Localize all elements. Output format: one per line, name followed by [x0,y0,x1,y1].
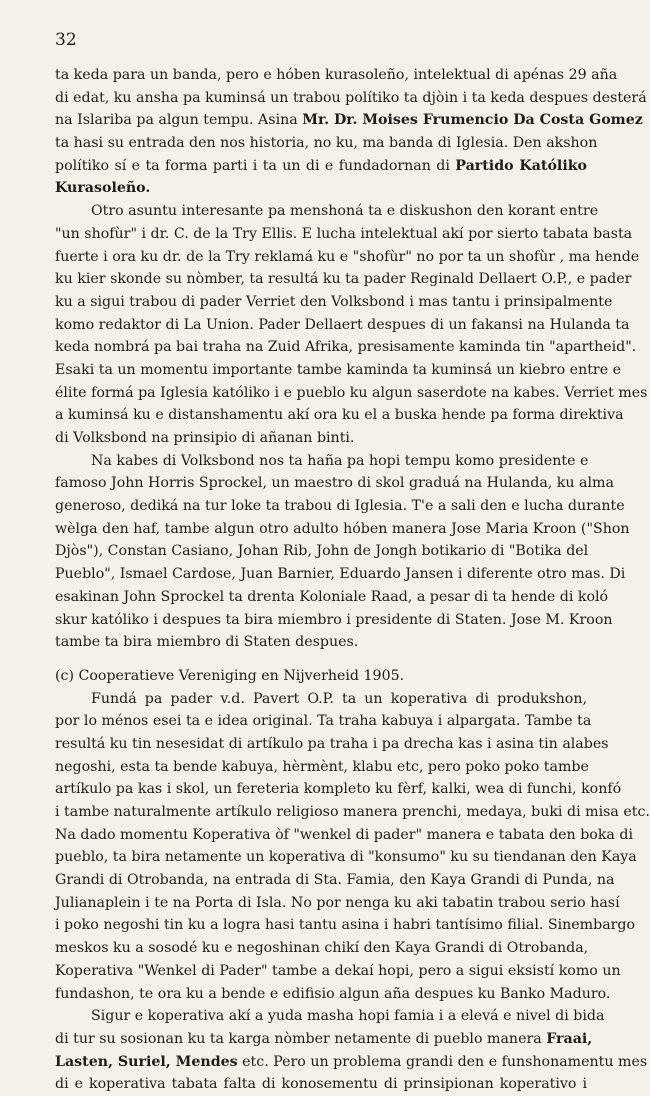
text-line: Grandi di Otrobanda, na entrada di Sta. Famia, den Kaya Grandi di Punda, na [55,872,615,889]
text-line [55,109,643,132]
text-line: i poko negoshi tin ku a logra hasi tantu asina i habri tantísimo filial. Sinembargo [55,917,636,934]
text-line: Koperativa "Wenkel di Pader" tambe a dekaí hopi, pero a sigui eksistí komo un [55,962,621,979]
text-segment: na Islariba pa algun tempu. Asina [55,112,303,129]
body-text [55,64,650,1096]
paragraph-p5 [55,1005,648,1096]
text-line: di Volksbond na prinsipio di añanan binti. [55,430,355,446]
text-line: esakinan John Sprockel ta drenta Koloniale Raad, a pesar di ta hende di koló [55,588,609,605]
text-line: Djòs"), Constan Casiano, Johan Rib, John de Jongh botikario di "Botika del [55,543,589,560]
paragraph-p4 [55,665,650,1005]
text-line: keda nombrá pa bai traha na Zuid Afrika, presisamente kaminda tin "apartheid". [55,339,637,356]
text-line: ta keda para un banda, pero e hóben kurasoleño, intelektual di apénas 29 aña [55,67,618,83]
text-line: komo redaktor di La Union. Pader Dellaert despues di un fakansi na Hulanda ta [55,316,630,333]
paragraph-p1 [55,64,647,200]
text-line: élite formá pa Iglesia katóliko i e pueblo ku algun saserdote na kabes. Verriet mes [55,384,648,401]
text-line [55,155,587,178]
text-line: di e koperativa tabata falta di konosementu di prinsipionan koperativo i [55,1076,587,1093]
text-line: famoso John Horris Sprockel, un maestro di skol graduá na Hulanda, ku alma [55,475,614,492]
text-line: por lo ménos esei ta e idea original. Ta traha kabuya i alpargata. Tambe ta [55,713,592,730]
bold-name: Kurasoleño. [55,180,151,197]
text-line: ta hasi su entrada den nos historia, no ku, ma banda di Iglesia. Den akshon [55,135,598,152]
text-line: di edat, ku ansha pa kuminsá un trabou polítiko ta djòin i ta keda despues desterá [55,89,647,106]
text-line: a kuminsá ku e distanshamentu akí ora ku el a buska hende pa forma direktiva [55,407,624,424]
text-line: i tambe naturalmente artíkulo religioso manera prenchi, medaya, buki di misa etc. [55,804,650,820]
text-line: ku kier skonde su nòmber, ta resultá ku ta pader Reginald Dellaert O.P., e pader [55,271,632,288]
text-line: wèlga den haf, tambe algun otro adulto hóben manera Jose Maria Kroon ("Shon [55,520,630,537]
text-line: fundashon, te ora ku a bende e edifisio algun aña despues ku Banko Maduro. [55,985,611,1002]
text-line: skur katóliko i despues ta bira miembro i presidente di Staten. Jose M. Kroon [55,611,613,628]
text-line: ku a sigui trabou di pader Verriet den Volksbond i mas tantu i prinsipalmente [55,293,613,310]
text-line: Pueblo", Ismael Cardose, Juan Barnier, Eduardo Jansen i diferente otro mas. Di [55,566,626,583]
text-line: Esaki ta un momentu importante tambe kaminda ta kuminsá un kiebro entre e [55,361,621,378]
bold-name: Mr. Dr. Moises Frumencio Da Costa Gomez [302,112,643,129]
text-line: Julianaplein i te na Porta di Isla. No por nenga ku aki tabatin trabou serio hasí [55,894,620,911]
text-line: "un shofùr" i dr. C. de la Try Ellis. E lucha intelektual akí por sierto tabata basta [55,225,633,242]
bold-name: Partido Katóliko [455,157,588,174]
text-line: negoshi, esta ta bende kabuya, hèrmènt, klabu etc, pero poko poko tambe [55,758,589,775]
paragraph-p2 [55,200,648,450]
text-line: tambe ta bira miembro di Staten despues. [55,634,359,651]
text-line: Na kabes di Volksbond nos ta haña pa hopi tempu komo presidente e [91,452,589,469]
text-line: pueblo, ta bira netamente un koperativa di "konsumo" ku su tiendanan den Kaya [55,849,637,866]
text-line: resultá ku tin nesesidat di artíkulo pa traha i pa drecha kas i asina tin alabes [55,735,609,752]
text-line: Fundá pa pader v.d. Pavert O.P. ta un koperativa di produkshon, [91,690,587,707]
text-line: artíkulo pa kas i skol, un fereteria kompleto ku fèrf, kalki, wea di funchi, konfó [55,781,622,798]
text-line: Na dado momentu Koperativa òf "wenkel di pader" manera e tabata den boka di [55,826,634,843]
bold-name: Lasten, Suriel, Mendes [55,1053,238,1070]
text-segment: di tur su sosionan ku ta karga nòmber netamente di pueblo manera [55,1030,547,1047]
text-line [55,177,587,200]
text-line: fuerte i ora ku dr. de la Try reklamá ku e "shofùr" no por ta un shofùr , ma hende [55,248,640,265]
text-segment: etc. Pero un problema grandi den e funshonamentu mes [237,1053,648,1070]
text-line: Sigur e koperativa akí a yuda masha hopi famia i a elevá e nivel di bida [91,1008,605,1025]
text-line [55,1051,648,1074]
page-number: 32 [55,30,77,50]
section-heading: (c) Cooperatieve Vereniging en Nijverheid 1905. [55,667,405,684]
text-line: Otro asuntu interesante pa menshoná ta e diskushon den korant entre [91,203,599,220]
text-line: meskos ku a sosodé ku e negoshinan chikí den Kaya Grandi di Otrobanda, [55,940,589,957]
bold-name: Fraai, [546,1030,593,1047]
text-line: generoso, dediká na tur loke ta trabou di Iglesia. T'e a sali den e lucha durante [55,498,625,515]
text-line [55,1028,593,1051]
text-segment: polítiko sí e ta forma parti i ta un di e fundadornan di [55,157,456,174]
paragraph-p3 [55,450,630,654]
